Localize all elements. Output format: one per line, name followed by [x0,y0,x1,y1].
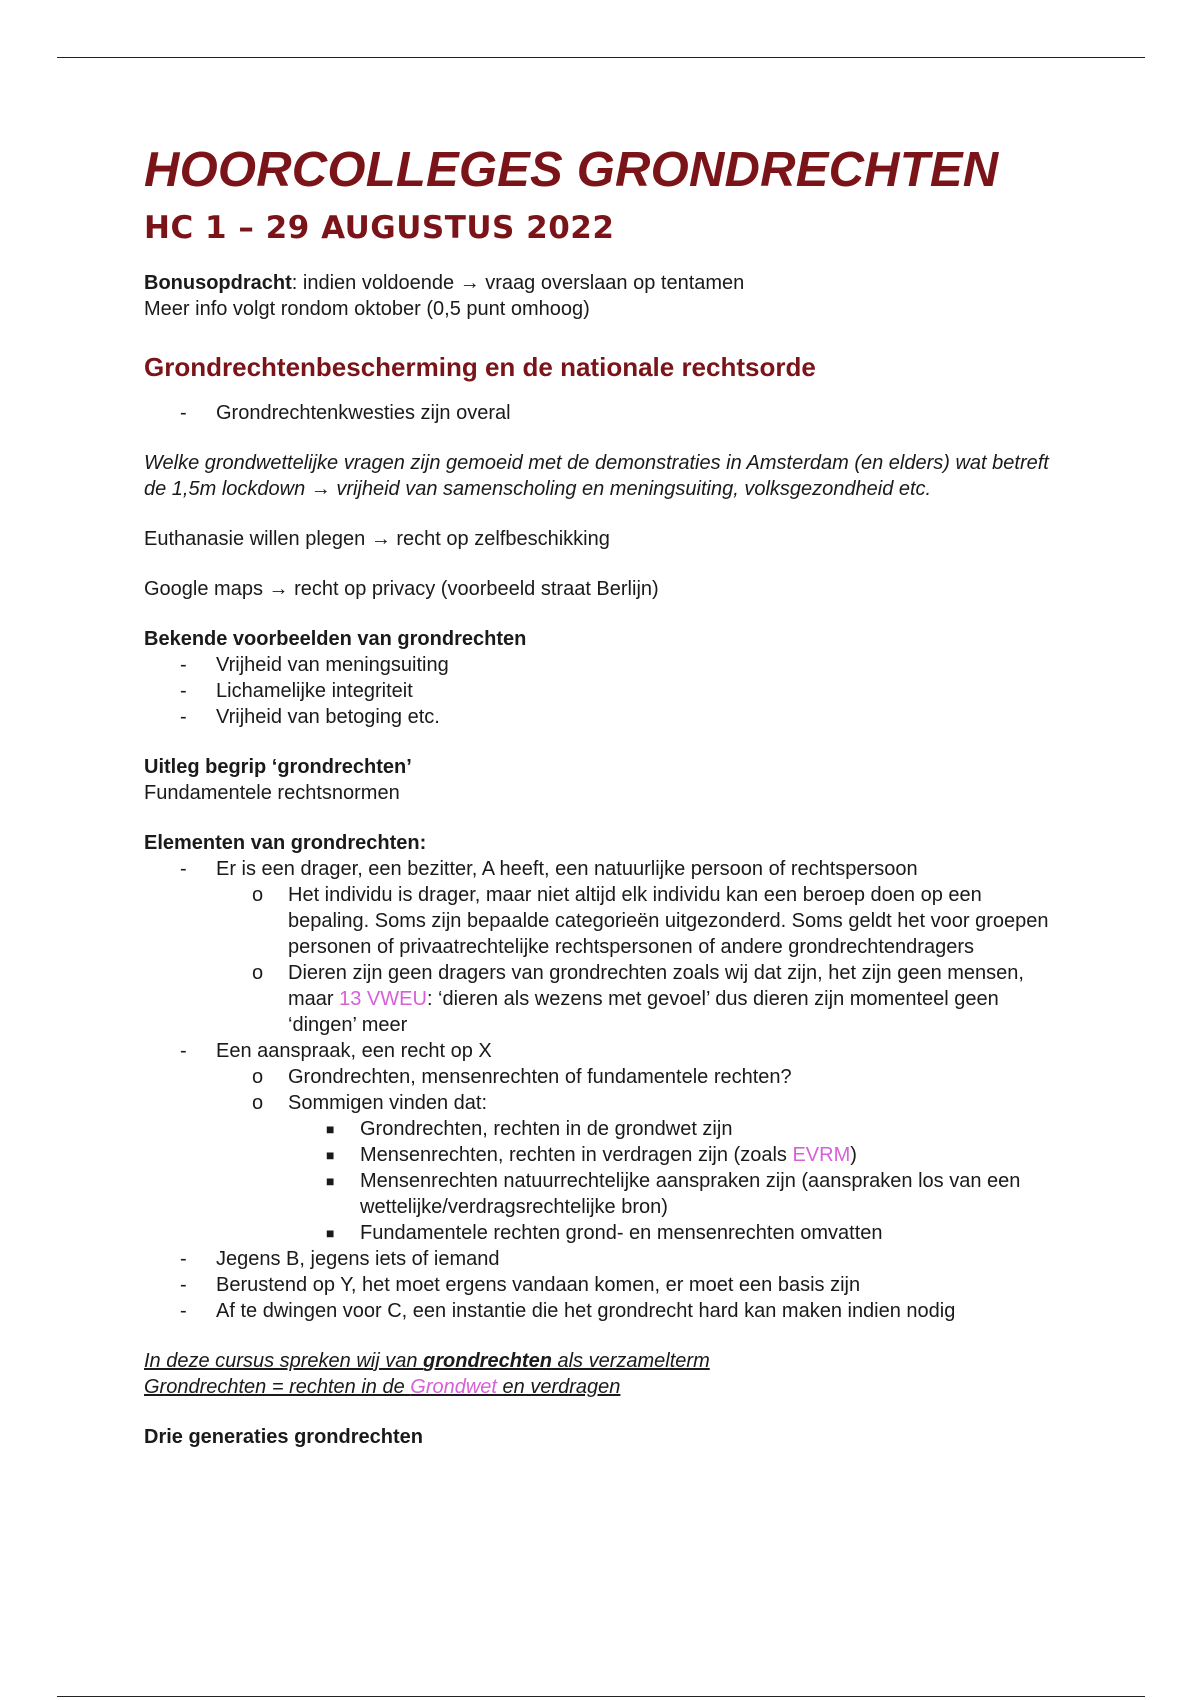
list-item [144,1038,1059,1064]
list-item [144,1298,1059,1324]
cursus-line-1: In deze cursus spreken wij van grondrechten als verzamelterm [144,1350,710,1372]
sub-list-item-text: Het individu is drager, maar niet altijd elk individu kan een beroep doen op een bepaling. Soms zijn bepaalde categorieën uitgezonderd. Soms geldt het voor groepen personen of privaatrechtelijke rechtspersonen of andere grondrechtendragers [288,884,1049,958]
list-item-text: Berustend op Y, het moet ergens vandaan komen, er moet een basis zijn [216,1274,861,1296]
sub-list-item [144,1064,1059,1090]
section-heading: Grondrechtenbescherming en de nationale rechtsorde [144,352,816,382]
cursus-line-2: Grondrechten = rechten in de Grondwet en verdragen [144,1376,621,1398]
list-item-text: Jegens B, jegens iets of iemand [216,1248,500,1270]
sub-sub-list-item [144,1220,1059,1246]
sub-list-item-text: Sommigen vinden dat: [288,1092,488,1114]
list-item [144,678,1059,704]
bonus-label: Bonusopdracht [144,272,292,294]
footer-rule [57,1696,1145,1697]
bonus-line [144,270,1059,296]
sub-sub-list-item [144,1168,1059,1220]
list-item [144,856,1059,882]
vweu-link[interactable]: 13 VWEU [339,988,427,1010]
list-item [144,1246,1059,1272]
sub-sub-list-item [144,1116,1059,1142]
document-page [144,140,1059,1450]
document-title: HOORCOLLEGES GRONDRECHTEN [144,143,999,197]
square-bullet: ■ [326,1225,335,1241]
bonus-info: Meer info volgt rondom oktober (0,5 punt omhoog) [144,298,590,320]
drie-generaties-heading: Drie generaties grondrechten [144,1426,423,1448]
list-item [144,652,1059,678]
list-item-text: Vrijheid van betoging etc. [216,706,440,728]
list-item-text: Lichamelijke integriteit [216,680,413,702]
circle-bullet: o [252,962,264,984]
sub-sub-list-item [144,1142,1059,1168]
list-item-text: Er is een drager, een bezitter, A heeft, een natuurlijke persoon of rechtspersoon [216,858,918,880]
dash-bullet: - [180,706,187,728]
header-rule [57,57,1145,58]
circle-bullet: o [252,1066,264,1088]
list-item-text: Af te dwingen voor C, een instantie die het grondrecht hard kan maken indien nodig [216,1300,956,1322]
list-item [144,704,1059,730]
square-bullet: ■ [326,1147,335,1163]
list-item-text: Grondrechtenkwesties zijn overal [216,402,511,424]
elementen-heading: Elementen van grondrechten: [144,832,427,854]
sub-sub-list-item-text: Mensenrechten, rechten in verdragen zijn (zoals EVRM) [360,1144,857,1166]
list-item-text: Vrijheid van meningsuiting [216,654,449,676]
list-item-text: Een aanspraak, een recht op X [216,1040,492,1062]
dash-bullet: - [180,680,187,702]
uitleg-text: Fundamentele rechtsnormen [144,782,400,804]
bekende-heading: Bekende voorbeelden van grondrechten [144,628,527,650]
sub-list-item [144,882,1059,960]
dash-bullet: - [180,1274,187,1296]
grondwet-link[interactable]: Grondwet [410,1376,497,1398]
google-line: Google maps → recht op privacy (voorbeeld straat Berlijn) [144,578,659,600]
italic-paragraph: Welke grondwettelijke vragen zijn gemoeid met de demonstraties in Amsterdam (en elders) wat betreft de 1,5m lockdown → vrijheid van samenscholing en meningsuiting, volksgezondheid etc. [144,452,1049,500]
euthanasie-line: Euthanasie willen plegen → recht op zelfbeschikking [144,528,610,550]
sub-list-item [144,1090,1059,1116]
uitleg-heading: Uitleg begrip ‘grondrechten’ [144,756,412,778]
sub-list-item [144,960,1059,1038]
circle-bullet: o [252,1092,264,1114]
list-item [144,400,1059,426]
square-bullet: ■ [326,1121,335,1137]
dash-bullet: - [180,1248,187,1270]
dash-bullet: - [180,654,187,676]
square-bullet: ■ [326,1173,335,1189]
sub-sub-list-item-text: Grondrechten, rechten in de grondwet zijn [360,1118,733,1140]
lecture-heading: HC 1 – 29 AUGUSTUS 2022 [144,210,615,246]
evrm-link[interactable]: EVRM [792,1144,851,1166]
bonus-text: : indien voldoende → vraag overslaan op tentamen [291,272,745,294]
sub-list-item-text: Dieren zijn geen dragers van grondrechten zoals wij dat zijn, het zijn geen mensen, maar 13 VWEU: ‘dieren als wezens met gevoel’ dus dieren zijn momenteel geen ‘dingen’ meer [288,962,1024,1036]
sub-list-item-text: Grondrechten, mensenrechten of fundamentele rechten? [288,1066,792,1088]
circle-bullet: o [252,884,264,906]
sub-sub-list-item-text: Mensenrechten natuurrechtelijke aanspraken zijn (aanspraken los van een wettelijke/verdragsrechtelijke bron) [360,1170,1021,1218]
list-item [144,1272,1059,1298]
dash-bullet: - [180,1300,187,1322]
dash-bullet: - [180,402,187,424]
sub-sub-list-item-text: Fundamentele rechten grond- en mensenrechten omvatten [360,1222,883,1244]
dash-bullet: - [180,858,187,880]
dash-bullet: - [180,1040,187,1062]
